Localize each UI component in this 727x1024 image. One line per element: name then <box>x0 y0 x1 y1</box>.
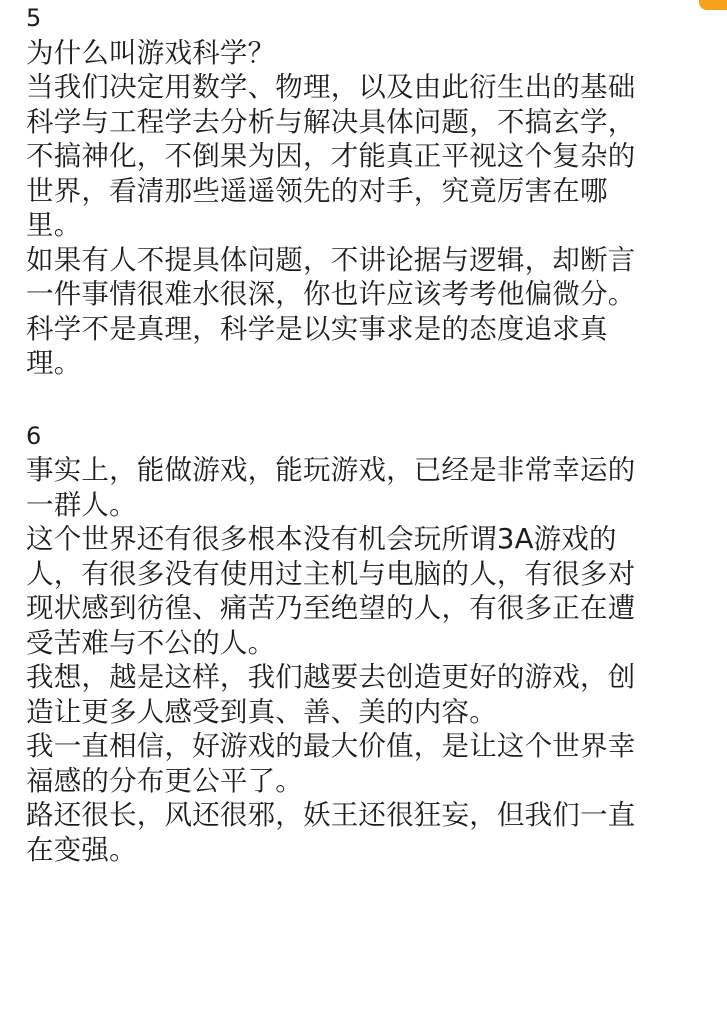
text-line: 受苦难与不公的人。 <box>26 626 276 659</box>
text-line: 这个世界还有很多根本没有机会玩所谓3A游戏的 <box>26 523 617 555</box>
paragraph <box>26 70 706 243</box>
paragraph <box>26 729 706 798</box>
text-line: 事实上，能做游戏，能玩游戏，已经是非常幸运的 <box>26 454 636 486</box>
text-line: 一件事情很难水很深，你也许应该考考他偏微分。 <box>26 278 636 310</box>
text-line: 福感的分布更公平了。 <box>26 764 303 797</box>
section-6 <box>26 419 706 868</box>
text-line: 人，有很多没有使用过主机与电脑的人，有很多对 <box>26 557 636 590</box>
paragraph <box>26 660 706 729</box>
text-line: 一群人。 <box>26 488 137 521</box>
text-line: 不搞神化，不倒果为因，才能真正平视这个复杂的 <box>26 140 636 172</box>
text-line: 科学与工程学去分析与解决具体问题，不搞玄学， <box>26 105 636 138</box>
paragraph <box>26 312 706 381</box>
text-line: 当我们决定用数学、物理，以及由此衍生出的基础 <box>26 71 636 103</box>
text-line: 造让更多人感受到真、善、美的内容。 <box>26 695 497 728</box>
text-line: 我一直相信，好游戏的最大价值，是让这个世界幸 <box>26 730 636 762</box>
text-line: 理。 <box>26 347 82 379</box>
paragraph <box>26 522 706 660</box>
section-number: 5 <box>26 4 42 32</box>
paragraph <box>26 453 706 522</box>
text-line: 里。 <box>26 209 82 241</box>
text-line: 科学不是真理，科学是以实事求是的态度追求真 <box>26 312 608 345</box>
text-line: 路还很长，风还很邪，妖王还很狂妄，但我们一直 <box>26 799 636 831</box>
text-line: 如果有人不提具体问题，不讲论据与逻辑，却断言 <box>26 243 636 276</box>
section-title: 为什么叫游戏科学？ <box>26 36 276 69</box>
section-number: 6 <box>26 421 42 450</box>
text-line: 现状感到彷徨、痛苦乃至绝望的人，有很多正在遭 <box>26 592 636 624</box>
paragraph <box>26 798 706 867</box>
article-body <box>26 1 706 867</box>
text-line: 在变强。 <box>26 833 137 866</box>
text-line: 我想，越是这样，我们越要去创造更好的游戏，创 <box>26 661 636 693</box>
section-5 <box>26 1 706 381</box>
paragraph <box>26 243 706 312</box>
section-spacer <box>26 381 706 419</box>
text-line: 世界，看清那些遥遥领先的对手，究竟厉害在哪 <box>26 174 608 207</box>
